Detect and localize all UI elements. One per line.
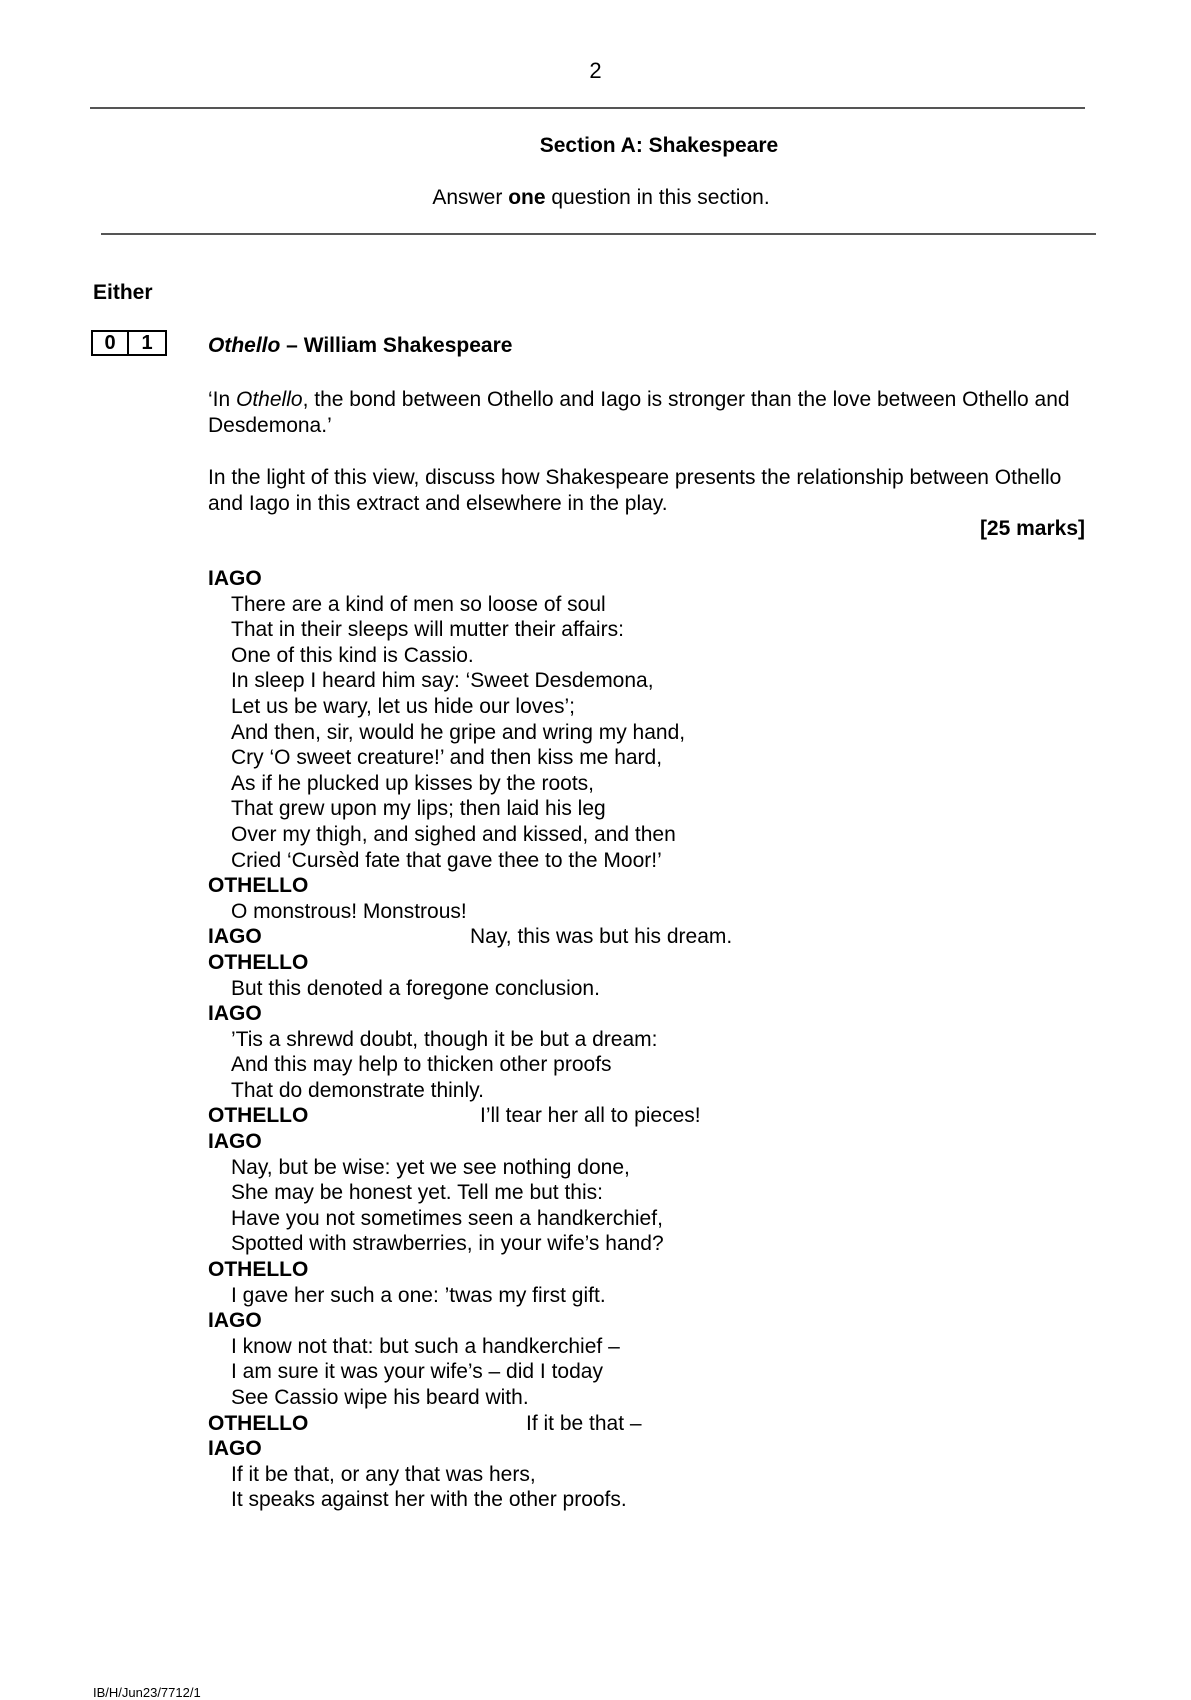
speaker-line — [208, 1129, 1088, 1155]
speaker-name: OTHELLO — [208, 874, 309, 898]
instruction-emphasis: one — [508, 186, 546, 209]
speaker-name: OTHELLO — [208, 1104, 309, 1128]
speaker-name: OTHELLO — [208, 1258, 309, 1282]
verse-line: In sleep I heard him say: ‘Sweet Desdemona, — [231, 669, 654, 693]
speaker-line — [208, 1257, 1088, 1283]
instruction-after: question in this section. — [545, 186, 770, 209]
speaker-line — [208, 1308, 1088, 1334]
speaker-name: OTHELLO — [208, 950, 309, 974]
question-number-digit: 1 — [129, 330, 167, 356]
speaker-line — [208, 1411, 1088, 1437]
play-extract — [208, 566, 1088, 1513]
verse-line: And then, sir, would he gripe and wring my hand, — [231, 720, 686, 744]
work-title: Othello — [208, 334, 281, 357]
speaker-name: OTHELLO — [208, 1411, 309, 1435]
speaker-line — [208, 924, 1088, 950]
verse-line: She may be honest yet. Tell me but this: — [231, 1181, 603, 1205]
question-prompt — [208, 387, 1088, 439]
verse-line: I know not that: but such a handkerchief – — [231, 1334, 620, 1358]
speaker-line — [208, 566, 1088, 592]
speaker-name: IAGO — [208, 1309, 262, 1333]
verse-line: Over my thigh, and sighed and kissed, and then — [231, 822, 676, 846]
verse-line: One of this kind is Cassio. — [231, 643, 474, 667]
shared-verse-line: I’ll tear her all to pieces! — [480, 1104, 701, 1128]
speaker-name: IAGO — [208, 925, 262, 949]
question-title — [208, 334, 512, 358]
section-title: Section A: Shakespeare — [539, 134, 779, 157]
top-divider — [90, 107, 1085, 109]
verse-line: That grew upon my lips; then laid his leg — [231, 797, 606, 821]
page-number: 2 — [589, 58, 602, 83]
question-task: In the light of this view, discuss how Shakespeare presents the relationship between Othello and Iago in this extract and elsewhere in the play. — [208, 466, 1062, 515]
speaker-name: IAGO — [208, 567, 262, 590]
footer-code: IB/H/Jun23/7712/1 — [93, 1685, 201, 1700]
verse-line: That in their sleeps will mutter their affairs: — [231, 618, 624, 642]
verse-line: Nay, but be wise: yet we see nothing done, — [231, 1155, 630, 1179]
prompt-open: ‘In — [208, 388, 237, 411]
speaker-name: IAGO — [208, 1002, 262, 1026]
verse-line: There are a kind of men so loose of soul — [231, 592, 606, 616]
verse-line: I am sure it was your wife’s – did I today — [231, 1360, 603, 1384]
either-label: Either — [93, 281, 153, 304]
verse-line: Cried ‘Cursèd fate that gave thee to the Moor!’ — [231, 848, 662, 872]
verse-line: That do demonstrate thinly. — [231, 1078, 484, 1102]
verse-line: Have you not sometimes seen a handkerchief, — [231, 1206, 663, 1230]
verse-line: It speaks against her with the other proofs. — [231, 1488, 627, 1512]
marks-label: [25 marks] — [979, 517, 1085, 540]
verse-line: Spotted with strawberries, in your wife’s hand? — [231, 1232, 664, 1256]
verse-line: ’Tis a shrewd doubt, though it be but a dream: — [231, 1027, 658, 1051]
shared-verse-line: Nay, this was but his dream. — [470, 925, 733, 949]
question-number-boxes — [91, 330, 167, 356]
verse-line: See Cassio wipe his beard with. — [231, 1386, 529, 1409]
verse-line: And this may help to thicken other proofs — [231, 1053, 612, 1077]
speaker-name: IAGO — [208, 1437, 262, 1461]
verse-line: If it be that, or any that was hers, — [231, 1462, 536, 1486]
shared-verse-line: If it be that – — [526, 1411, 642, 1435]
author-name: – William Shakespeare — [280, 334, 513, 357]
verse-line: But this denoted a foregone conclusion. — [231, 976, 600, 1000]
speaker-line — [208, 1001, 1088, 1027]
speaker-line — [208, 1103, 1088, 1129]
instruction-before: Answer — [432, 186, 509, 209]
speaker-line — [208, 873, 1088, 899]
prompt-rest: , the bond between Othello and Iago is stronger than the love between Othello and Desdemona.’ — [208, 388, 1070, 437]
section-instruction — [0, 186, 1191, 210]
speaker-line — [208, 950, 1088, 976]
verse-line: Cry ‘O sweet creature!’ and then kiss me hard, — [231, 746, 663, 770]
verse-line: I gave her such a one: ’twas my first gift. — [231, 1283, 606, 1307]
speaker-line — [208, 1436, 1088, 1462]
question-number-digit: 0 — [91, 330, 129, 356]
verse-line: O monstrous! Monstrous! — [231, 899, 467, 923]
verse-line: As if he plucked up kisses by the roots, — [231, 771, 595, 795]
prompt-work-title: Othello — [236, 388, 303, 411]
verse-line: Let us be wary, let us hide our loves’; — [231, 694, 575, 718]
speaker-name: IAGO — [208, 1130, 262, 1154]
section-divider — [101, 233, 1096, 235]
